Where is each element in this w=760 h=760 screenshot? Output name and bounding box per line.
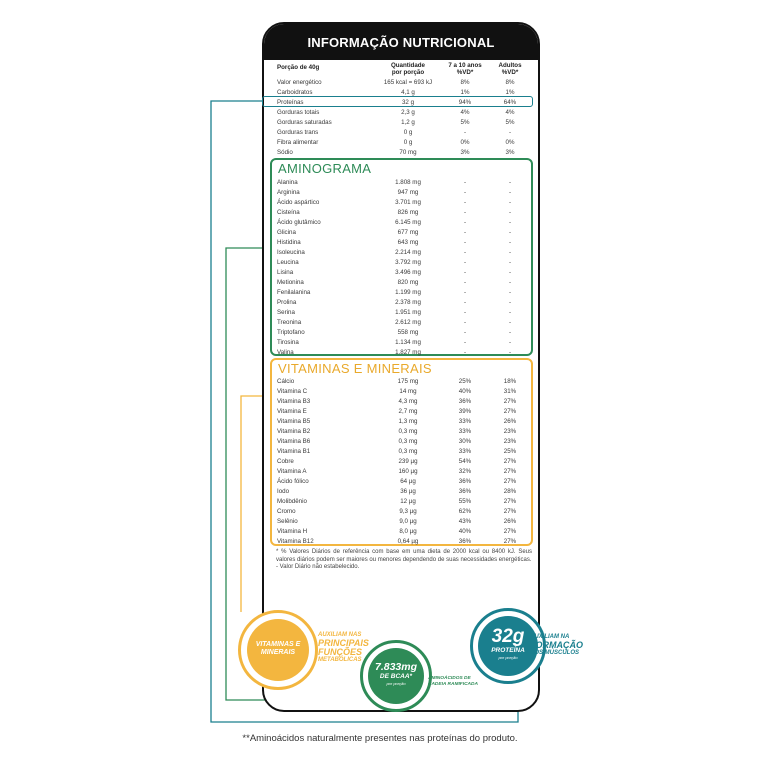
nutrient-vd-kids: - xyxy=(463,299,467,306)
nutrient-quantity: 14 mg xyxy=(399,388,417,395)
footnote-line-1: * % Valores Diários de referência com base em uma dieta de 2000 kcal ou 8400 kJ. Seus valores diários podem ser maiores ou menores dependendo de suas necessidades energéticas. xyxy=(276,549,532,563)
aminogram-row xyxy=(274,308,528,318)
panel-title: INFORMAÇÃO NUTRICIONAL xyxy=(264,24,538,60)
nutrient-name: Vitamina A xyxy=(277,468,307,475)
nutrient-vd-adults: 26% xyxy=(503,518,517,525)
nutrient-vd-adults: 0% xyxy=(505,139,515,146)
aminogram-row xyxy=(274,198,528,208)
nutrient-quantity: 1,2 g xyxy=(401,119,415,126)
nutrient-quantity: 175 mg xyxy=(397,378,419,385)
vitamin-row xyxy=(274,527,528,537)
nutrient-vd-kids: 25% xyxy=(458,378,472,385)
nutrient-vd-kids: 3% xyxy=(460,149,470,156)
nutrient-vd-adults: 27% xyxy=(503,498,517,505)
vitamins-title: VITAMINAS E MINERAIS xyxy=(278,361,432,376)
nutrient-quantity: 32 g xyxy=(401,99,415,106)
nutrient-vd-adults: - xyxy=(508,259,512,266)
nutrient-vd-kids: 33% xyxy=(458,428,472,435)
nutrient-name: Vitamina B2 xyxy=(277,428,311,435)
nutrient-name: Metionina xyxy=(277,279,304,286)
vitamins-list xyxy=(274,377,528,547)
nutrient-vd-kids: - xyxy=(463,329,467,336)
nutrient-name: Glicina xyxy=(277,229,296,236)
nutrient-name: Fibra alimentar xyxy=(277,139,319,146)
nutrient-name: Valina xyxy=(277,349,294,356)
aminogram-title: AMINOGRAMA xyxy=(278,161,372,176)
aminogram-row xyxy=(274,338,528,348)
nutrient-vd-adults: - xyxy=(508,189,512,196)
nutrient-name: Carboidratos xyxy=(277,89,313,96)
nutrient-quantity: 165 kcal = 693 kJ xyxy=(383,79,433,86)
nutrient-quantity: 2,7 mg xyxy=(398,408,418,415)
vitamin-row xyxy=(274,447,528,457)
nutrient-quantity: 1.199 mg xyxy=(395,289,421,296)
nutrient-quantity: 2,3 g xyxy=(401,109,415,116)
nutrient-vd-kids: - xyxy=(463,209,467,216)
nutrient-name: Histidina xyxy=(277,239,301,246)
nutrient-quantity: 947 mg xyxy=(397,189,419,196)
nutrient-vd-kids: 36% xyxy=(458,398,472,405)
aminogram-row xyxy=(274,238,528,248)
nutrient-vd-adults: - xyxy=(508,279,512,286)
protein-caption-big: FORMAÇÃO xyxy=(530,640,583,650)
nutrient-name: Vitamina E xyxy=(277,408,307,415)
nutrient-vd-adults: - xyxy=(508,249,512,256)
nutrient-quantity: 677 mg xyxy=(397,229,419,236)
nutrient-name: Molibdênio xyxy=(277,498,307,505)
protein-row-highlight xyxy=(262,96,533,107)
footnote-line-2: - Valor Diário não estabelecido. xyxy=(276,564,360,571)
nutrient-quantity: 558 mg xyxy=(397,329,419,336)
portion-header: Porção de 40g xyxy=(277,64,320,71)
nutrient-name: Triptofano xyxy=(277,329,305,336)
nutrient-quantity: 1.951 mg xyxy=(395,309,421,316)
nutrient-vd-kids: 94% xyxy=(458,99,472,106)
nutrient-row xyxy=(274,138,528,148)
nutrient-vd-kids: - xyxy=(463,189,467,196)
nutrient-name: Ácido glutâmico xyxy=(277,219,321,226)
nutrient-vd-kids: 36% xyxy=(458,538,472,545)
nutrient-name: Prolina xyxy=(277,299,297,306)
nutrient-vd-kids: - xyxy=(463,269,467,276)
nutrient-name: Vitamina H xyxy=(277,528,308,535)
vitamin-row xyxy=(274,387,528,397)
nutrient-quantity: 643 mg xyxy=(397,239,419,246)
aminogram-row xyxy=(274,228,528,238)
nutrient-name: Tirosina xyxy=(277,339,299,346)
nutrient-name: Alanina xyxy=(277,179,298,186)
nutrient-vd-adults: 27% xyxy=(503,458,517,465)
nutrient-vd-kids: 36% xyxy=(458,478,472,485)
aminogram-row xyxy=(274,328,528,338)
nutrient-vd-kids: 5% xyxy=(460,119,470,126)
nutrient-vd-kids: - xyxy=(463,289,467,296)
aminogram-row xyxy=(274,268,528,278)
nutrient-name: Arginina xyxy=(277,189,300,196)
nutrient-vd-adults: 27% xyxy=(503,408,517,415)
nutrient-vd-adults: 27% xyxy=(503,528,517,535)
nutrient-vd-kids: 39% xyxy=(458,408,472,415)
vitamin-row xyxy=(274,417,528,427)
nutrient-vd-adults: 1% xyxy=(505,89,515,96)
nutrient-row xyxy=(274,118,528,128)
aminogram-row xyxy=(274,318,528,328)
nutrient-vd-adults: - xyxy=(508,349,512,356)
nutrient-vd-adults: - xyxy=(508,289,512,296)
nutrient-quantity: 2.214 mg xyxy=(395,249,421,256)
aminogram-row xyxy=(274,208,528,218)
nutrient-quantity: 239 µg xyxy=(398,458,418,465)
aminogram-row xyxy=(274,218,528,228)
nutrient-name: Cobre xyxy=(277,458,294,465)
nutrient-name: Cromo xyxy=(277,508,296,515)
nutrient-vd-adults: 27% xyxy=(503,508,517,515)
vitamin-row xyxy=(274,487,528,497)
nutrient-name: Serina xyxy=(277,309,295,316)
aminogram-box xyxy=(270,158,533,356)
protein-value: 32g xyxy=(491,626,525,647)
nutrient-name: Gorduras saturadas xyxy=(277,119,332,126)
nutrient-vd-kids: - xyxy=(463,129,467,136)
vitamins-caption-small: AUXILIAM NAS xyxy=(318,632,362,638)
nutrient-quantity: 6.145 mg xyxy=(395,219,421,226)
nutrient-vd-kids: 62% xyxy=(458,508,472,515)
nutrient-name: Leucina xyxy=(277,259,299,266)
vitamin-row xyxy=(274,507,528,517)
nutrient-name: Ácido aspártico xyxy=(277,199,320,206)
nutrient-quantity: 64 µg xyxy=(400,478,416,485)
nutrient-quantity: 0,3 mg xyxy=(398,448,418,455)
aminogram-row xyxy=(274,278,528,288)
nutrient-name: Gorduras totais xyxy=(277,109,320,116)
nutrient-vd-kids: - xyxy=(463,319,467,326)
nutrient-name: Lisina xyxy=(277,269,294,276)
protein-label: PROTEÍNA xyxy=(491,647,525,654)
nutrient-vd-adults: 27% xyxy=(503,478,517,485)
nutrient-quantity: 820 mg xyxy=(397,279,419,286)
nutrient-name: Proteínas xyxy=(277,99,304,106)
nutrient-vd-kids: 4% xyxy=(460,109,470,116)
bottom-note: **Aminoácidos naturalmente presentes nas proteínas do produto. xyxy=(242,733,518,744)
protein-caption-small: AUXILIAM NA xyxy=(530,634,570,640)
nutrient-name: Vitamina B1 xyxy=(277,448,311,455)
nutrient-name: Vitamina B3 xyxy=(277,398,311,405)
vitamin-row xyxy=(274,407,528,417)
vitamin-row xyxy=(274,477,528,487)
nutrient-vd-kids: 40% xyxy=(458,528,472,535)
nutrient-name: Iodo xyxy=(277,488,290,495)
nutrient-vd-adults: - xyxy=(508,309,512,316)
nutrient-row xyxy=(274,108,528,118)
nutrient-name: Fenilalanina xyxy=(277,289,311,296)
aminogram-row xyxy=(274,288,528,298)
nutrient-quantity: 3.701 mg xyxy=(395,199,421,206)
nutrient-vd-adults: 27% xyxy=(503,538,517,545)
vitamin-row xyxy=(274,457,528,467)
nutrient-vd-adults: - xyxy=(508,179,512,186)
nutrient-vd-kids: - xyxy=(463,219,467,226)
vitamins-badge xyxy=(238,610,318,690)
bcaa-caption: AMINOÁCIDOS DE CADEIA RAMIFICADA xyxy=(428,676,478,687)
nutrient-vd-kids: 55% xyxy=(458,498,472,505)
nutrient-vd-adults: 64% xyxy=(503,99,517,106)
nutrient-name: Isoleucina xyxy=(277,249,305,256)
nutrient-quantity: 4,1 g xyxy=(401,89,415,96)
nutrient-vd-adults: 25% xyxy=(503,448,517,455)
aminogram-row xyxy=(274,248,528,258)
nutrient-quantity: 0,64 µg xyxy=(397,538,419,545)
nutrient-vd-kids: 1% xyxy=(460,89,470,96)
nutrient-row xyxy=(274,78,528,88)
nutrient-quantity: 1.827 mg xyxy=(395,349,421,356)
nutrient-name: Vitamina B12 xyxy=(277,538,314,545)
nutrient-vd-adults: - xyxy=(508,209,512,216)
nutrient-quantity: 0,3 mg xyxy=(398,438,418,445)
nutrient-vd-adults: - xyxy=(508,199,512,206)
nutrient-vd-adults: - xyxy=(508,329,512,336)
vitamin-row xyxy=(274,537,528,547)
nutrient-quantity: 3.792 mg xyxy=(395,259,421,266)
nutrient-vd-kids: - xyxy=(463,349,467,356)
bcaa-value: 7.833mg xyxy=(374,661,418,673)
nutrient-quantity: 9,0 µg xyxy=(399,518,417,525)
nutrient-vd-kids: 0% xyxy=(460,139,470,146)
nutrient-vd-adults: 23% xyxy=(503,428,517,435)
nutrient-vd-adults: 4% xyxy=(505,109,515,116)
vitamin-row xyxy=(274,437,528,447)
nutrient-list xyxy=(274,78,528,158)
nutrient-quantity: 0 g xyxy=(403,139,413,146)
nutrient-vd-adults: 5% xyxy=(505,119,515,126)
nutrient-vd-adults: - xyxy=(508,219,512,226)
nutrient-quantity: 1.134 mg xyxy=(395,339,421,346)
aminogram-row xyxy=(274,178,528,188)
nutrient-vd-kids: 30% xyxy=(458,438,472,445)
nutrient-quantity: 1.808 mg xyxy=(395,179,421,186)
nutrient-vd-adults: 8% xyxy=(505,79,515,86)
vitamin-row xyxy=(274,397,528,407)
nutrient-name: Ácido fólico xyxy=(277,478,309,485)
nutrient-name: Selênio xyxy=(277,518,298,525)
nutrient-vd-adults: - xyxy=(508,129,512,136)
nutrient-quantity: 826 mg xyxy=(397,209,419,216)
nutrient-vd-adults: - xyxy=(508,299,512,306)
nutrient-vd-kids: - xyxy=(463,239,467,246)
nutrient-vd-kids: - xyxy=(463,259,467,266)
nutrient-quantity: 0,3 mg xyxy=(398,428,418,435)
nutrient-vd-adults: 31% xyxy=(503,388,517,395)
nutrient-vd-adults: 28% xyxy=(503,488,517,495)
nutrient-vd-kids: 32% xyxy=(458,468,472,475)
nutrient-vd-adults: - xyxy=(508,319,512,326)
vitamins-caption-big: PRINCIPAIS FUNÇÕES xyxy=(318,638,369,657)
nutrient-quantity: 2.612 mg xyxy=(395,319,421,326)
nutrient-vd-kids: 43% xyxy=(458,518,472,525)
nutrient-vd-adults: 26% xyxy=(503,418,517,425)
aminogram-list xyxy=(274,178,528,358)
nutrient-vd-kids: 40% xyxy=(458,388,472,395)
kids-header: 7 a 10 anos %VD* xyxy=(448,62,482,76)
nutrient-vd-kids: - xyxy=(463,279,467,286)
nutrient-vd-kids: 36% xyxy=(458,488,472,495)
nutrient-vd-kids: - xyxy=(463,179,467,186)
vitamin-row xyxy=(274,427,528,437)
nutrient-vd-adults: - xyxy=(508,269,512,276)
protein-caption xyxy=(530,634,600,657)
bcaa-sub: por porção xyxy=(386,681,406,686)
protein-caption-small2: DOS MÚSCULOS xyxy=(530,650,580,656)
nutrient-quantity: 1,3 mg xyxy=(398,418,418,425)
footnote xyxy=(276,549,532,572)
nutrient-vd-kids: 33% xyxy=(458,418,472,425)
nutrient-name: Valor energético xyxy=(277,79,322,86)
vitamin-row xyxy=(274,517,528,527)
nutrient-name: Sódio xyxy=(277,149,293,156)
aminogram-row xyxy=(274,348,528,358)
vitamins-caption-small2: METABÓLICAS xyxy=(318,657,362,663)
aminogram-row xyxy=(274,258,528,268)
nutrient-vd-kids: - xyxy=(463,339,467,346)
nutrient-vd-adults: 18% xyxy=(503,378,517,385)
nutrient-quantity: 4,3 mg xyxy=(398,398,418,405)
nutrient-vd-kids: 33% xyxy=(458,448,472,455)
nutrient-vd-kids: - xyxy=(463,229,467,236)
vitamins-box xyxy=(270,358,533,546)
bcaa-badge xyxy=(360,640,432,712)
nutrient-name: Vitamina B6 xyxy=(277,438,311,445)
vitamin-row xyxy=(274,467,528,477)
nutrient-vd-kids: - xyxy=(463,249,467,256)
nutrient-vd-adults: 27% xyxy=(503,398,517,405)
nutrient-row xyxy=(274,148,528,158)
nutrient-vd-adults: 23% xyxy=(503,438,517,445)
nutrient-vd-adults: 27% xyxy=(503,468,517,475)
protein-sub: por porção xyxy=(498,655,518,660)
aminogram-row xyxy=(274,188,528,198)
vitamin-row xyxy=(274,497,528,507)
nutrient-name: Cisteína xyxy=(277,209,300,216)
bcaa-label: DE BCAA* xyxy=(379,673,413,680)
nutrient-quantity: 8,0 µg xyxy=(399,528,417,535)
nutrient-vd-kids: 54% xyxy=(458,458,472,465)
nutrient-quantity: 9,3 µg xyxy=(399,508,417,515)
nutrient-name: Vitamina B5 xyxy=(277,418,311,425)
nutrient-quantity: 2.378 mg xyxy=(395,299,421,306)
quantity-header: Quantidade por porção xyxy=(390,62,426,76)
nutrient-vd-kids: 8% xyxy=(460,79,470,86)
vitamins-badge-label: VITAMINAS E MINERAIS xyxy=(247,619,309,681)
nutrient-quantity: 36 µg xyxy=(400,488,416,495)
nutrient-vd-adults: 3% xyxy=(505,149,515,156)
nutrient-quantity: 160 µg xyxy=(398,468,418,475)
nutrient-vd-adults: - xyxy=(508,339,512,346)
nutrient-name: Vitamina C xyxy=(277,388,308,395)
aminogram-row xyxy=(274,298,528,308)
nutrient-vd-kids: - xyxy=(463,309,467,316)
vitamin-row xyxy=(274,377,528,387)
nutrient-quantity: 70 mg xyxy=(399,149,417,156)
nutrient-name: Cálcio xyxy=(277,378,295,385)
nutrient-quantity: 3.496 mg xyxy=(395,269,421,276)
nutrient-quantity: 0 g xyxy=(403,129,413,136)
adults-header: Adultos %VD* xyxy=(498,62,522,76)
nutrient-vd-adults: - xyxy=(508,229,512,236)
nutrient-name: Gorduras trans xyxy=(277,129,319,136)
nutrient-vd-adults: - xyxy=(508,239,512,246)
nutrient-vd-kids: - xyxy=(463,199,467,206)
nutrient-name: Treonina xyxy=(277,319,302,326)
nutrient-quantity: 12 µg xyxy=(400,498,416,505)
nutrient-row xyxy=(274,128,528,138)
